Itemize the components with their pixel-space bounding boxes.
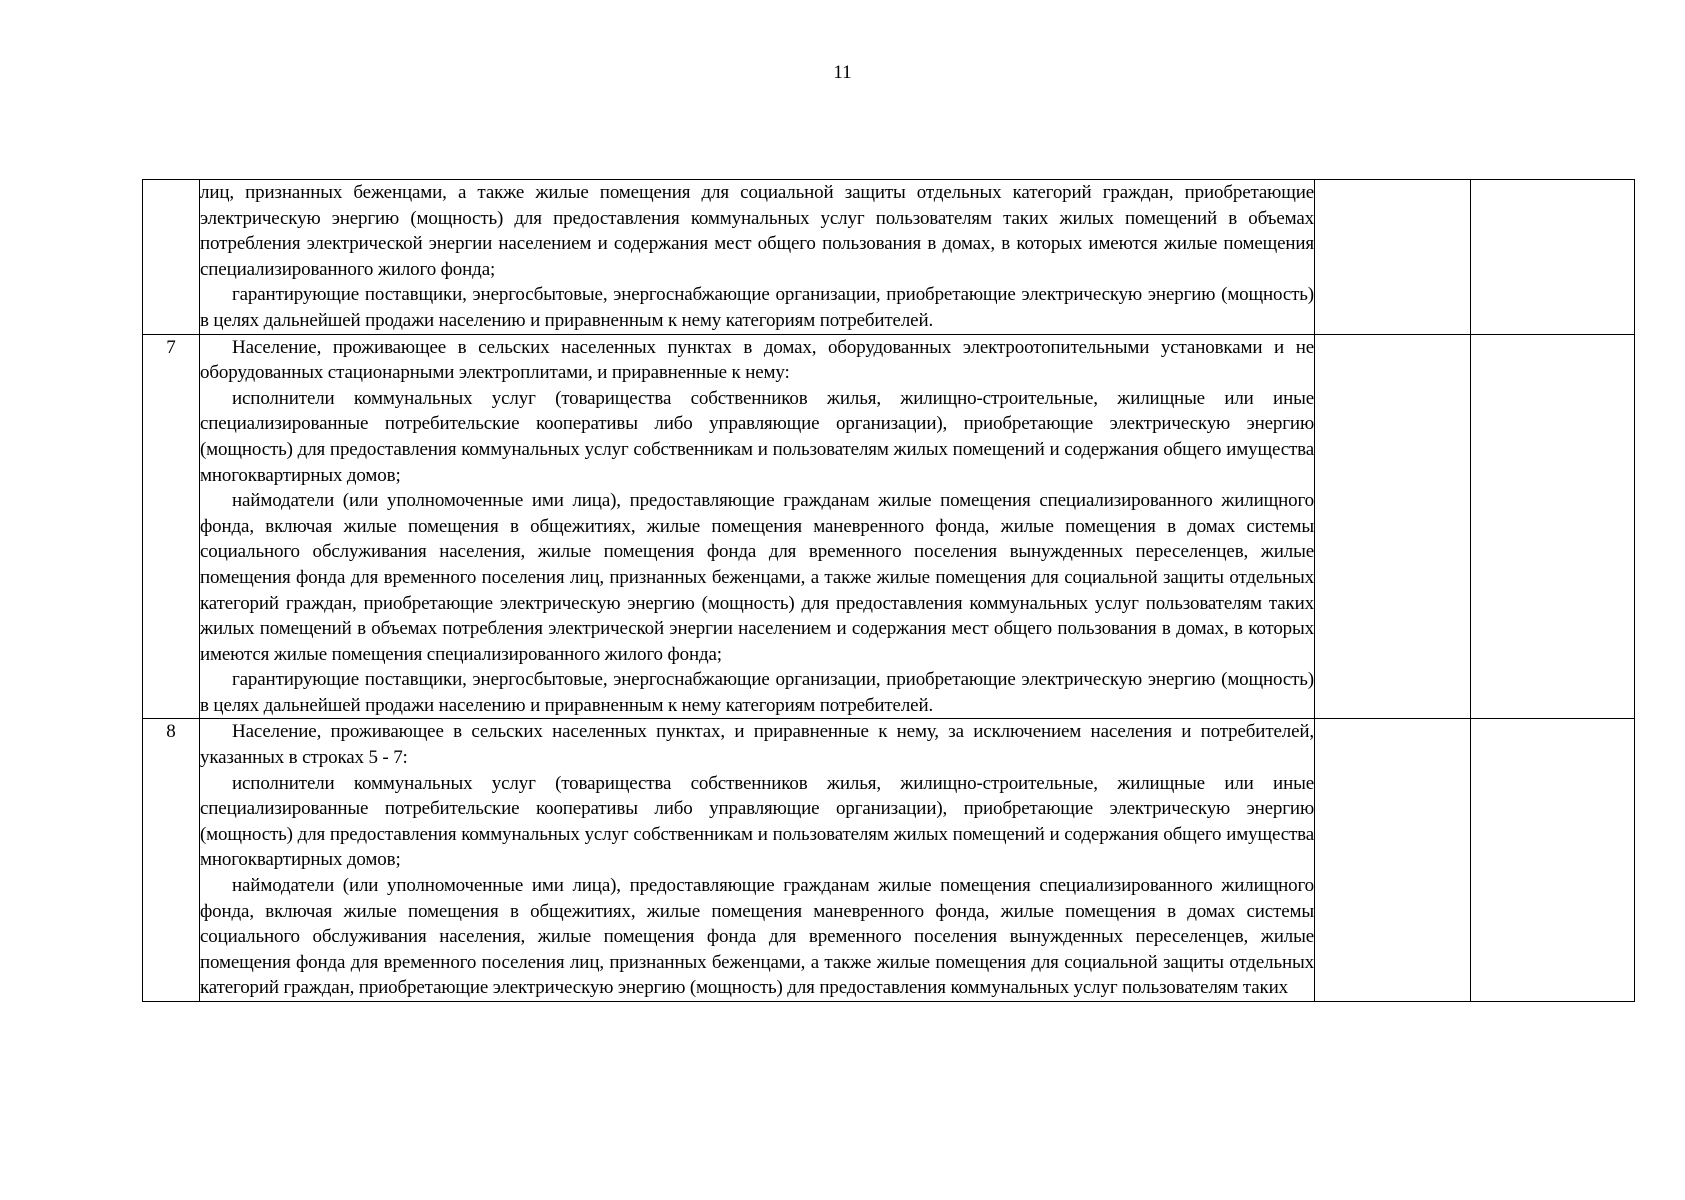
- table-row: [143, 180, 1635, 335]
- empty-cell: [1471, 180, 1635, 335]
- empty-cell: [1471, 334, 1635, 719]
- row-description: [200, 334, 1315, 719]
- page-number: 11: [833, 62, 852, 83]
- row-number: 8: [143, 719, 200, 1002]
- paragraph: лиц, признанных беженцами, а также жилые помещения для социальной защиты отдельных категорий граждан, приобретающие электрическую энергию (мощность) для предоставления коммунальных услуг пользователям таких жилых помещений в объемах потребления электрической энергии населением и содержания мест общего пользования в домах, в которых имеются жилые помещения специализированного жилого фонда;: [200, 182, 1314, 280]
- table-row: [143, 719, 1635, 1002]
- row-number: 7: [143, 334, 200, 719]
- paragraph: гарантирующие поставщики, энергосбытовые, энергоснабжающие организации, приобретающие электрическую энергию (мощность) в целях дальнейшей продажи населению и приравненным к нему категориям потребителей.: [200, 284, 1314, 331]
- table-row: [143, 334, 1635, 719]
- paragraph: наймодатели (или уполномоченные ими лица), предоставляющие гражданам жилые помещения специализированного жилищного фонда, включая жилые помещения в общежитиях, жилые помещения маневренного фонда, жилые помещения в домах системы социального обслуживания населения, жилые помещения фонда для временного поселения вынужденных переселенцев, жилые помещения фонда для временного поселения лиц, признанных беженцами, а также жилые помещения для социальной защиты отдельных категорий граждан, приобретающие электрическую энергию (мощность) для предоставления коммунальных услуг пользователям таких жилых помещений в объемах потребления электрической энергии населением и содержания мест общего пользования в домах, в которых имеются жилые помещения специализированного жилого фонда;: [200, 490, 1314, 665]
- paragraph: гарантирующие поставщики, энергосбытовые, энергоснабжающие организации, приобретающие электрическую энергию (мощность) в целях дальнейшей продажи населению и приравненным к нему категориям потребителей.: [200, 669, 1314, 716]
- paragraph: Население, проживающее в сельских населенных пунктах, и приравненные к нему, за исключением населения и потребителей, указанных в строках 5 - 7:: [200, 721, 1314, 769]
- paragraph: Население, проживающее в сельских населенных пунктах в домах, оборудованных электроотопительными установками и не оборудованных стационарными электроплитами, и приравненные к нему:: [200, 336, 1314, 384]
- paragraph: исполнители коммунальных услуг (товарищества собственников жилья, жилищно-строительные, жилищные или иные специализированные потребительские кооперативы либо управляющие организации), приобретающие электрическую энергию (мощность) для предоставления коммунальных услуг собственникам и пользователям жилых помещений и содержания общего имущества многоквартирных домов;: [200, 387, 1314, 486]
- row-description: [200, 180, 1315, 335]
- paragraph: исполнители коммунальных услуг (товарищества собственников жилья, жилищно-строительные, жилищные или иные специализированные потребительские кооперативы либо управляющие организации), приобретающие электрическую энергию (мощность) для предоставления коммунальных услуг собственникам и пользователям жилых помещений и содержания общего имущества многоквартирных домов;: [200, 772, 1314, 871]
- empty-cell: [1315, 180, 1471, 335]
- empty-cell: [1315, 719, 1471, 1002]
- empty-cell: [1471, 719, 1635, 1002]
- tariff-table: [142, 179, 1635, 1002]
- empty-cell: [1315, 334, 1471, 719]
- row-description: [200, 719, 1315, 1002]
- paragraph: наймодатели (или уполномоченные ими лица), предоставляющие гражданам жилые помещения специализированного жилищного фонда, включая жилые помещения в общежитиях, жилые помещения маневренного фонда, жилые помещения в домах системы социального обслуживания населения, жилые помещения фонда для временного поселения вынужденных переселенцев, жилые помещения фонда для временного поселения лиц, признанных беженцами, а также жилые помещения для социальной защиты отдельных категорий граждан, приобретающие электрическую энергию (мощность) для предоставления коммунальных услуг пользователям таких: [200, 875, 1314, 999]
- row-number: [143, 180, 200, 335]
